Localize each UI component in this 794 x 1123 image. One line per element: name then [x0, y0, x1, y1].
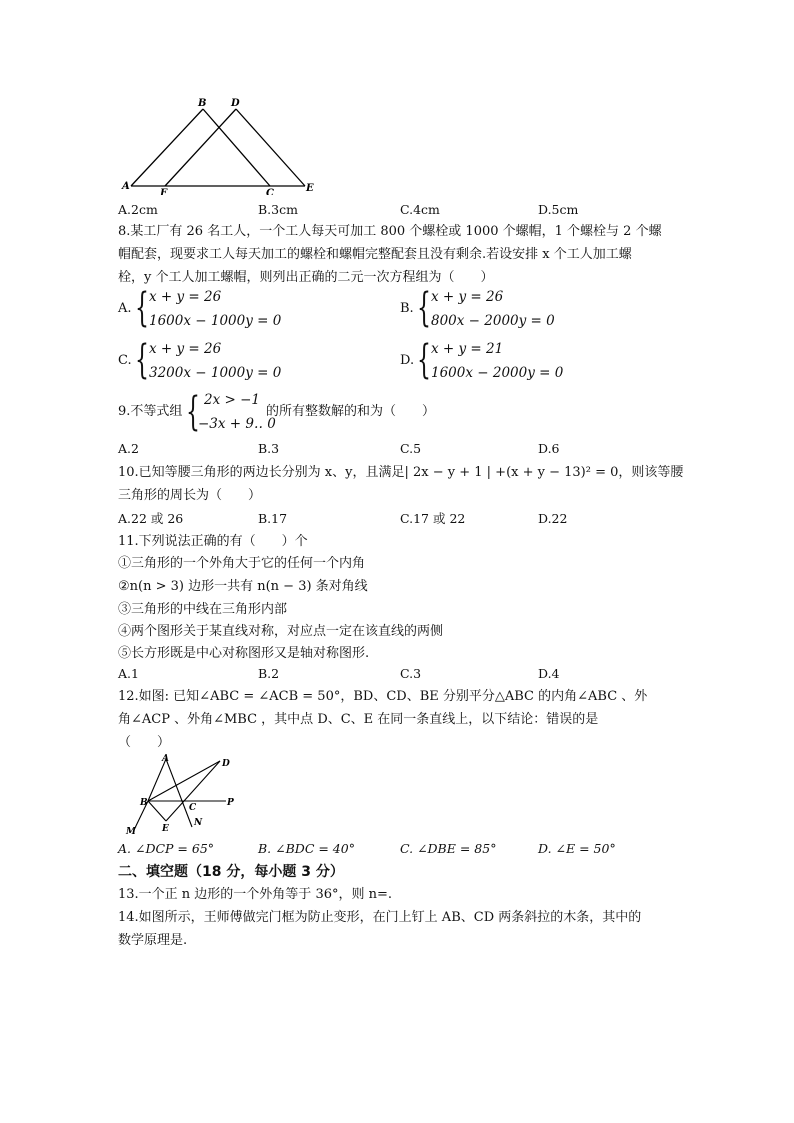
q8-option-a-eq1: x + y = 26 — [149, 289, 222, 305]
q14-stem-line1: 14.如图所示，王师傅做完门框为防止变形，在门上钉上 AB、CD 两条斜拉的木条，其中的 — [118, 910, 642, 925]
q8-option-a-label: A. — [118, 301, 132, 316]
q12-option-c: C. ∠DBE = 85° — [400, 841, 497, 856]
q11-option-a: A.1 — [118, 666, 139, 681]
q9-option-b: B.3 — [258, 441, 280, 456]
q13-text: 13.一个正 n 边形的一个外角等于 36°，则 n=. — [118, 887, 393, 902]
label-b: B — [198, 98, 207, 109]
q12-option-a: A. ∠DCP = 65° — [118, 841, 215, 856]
q9-eq1: 2x > −1 — [204, 392, 260, 408]
q8-option-b-eq1: x + y = 26 — [431, 289, 504, 305]
label-b: B — [140, 798, 148, 808]
q8-option-a-brace: { — [135, 285, 149, 331]
segment-be — [148, 801, 166, 821]
q11-stem: 11.下列说法正确的有（ ）个 — [118, 534, 308, 549]
q9-prefix: 9.不等式组 — [118, 404, 183, 419]
q12-option-d: D. ∠E = 50° — [538, 841, 616, 856]
q10-stem-line1: 10.已知等腰三角形的两边长分别为 x、y，且满足| 2x − y + 1 | +(x + y − 13)² = 0，则该等腰 — [118, 465, 684, 480]
q8-stem-line2: 帽配套，现要求工人每天加工的螺栓和螺帽完整配套且没有剩余.若设安排 x 个工人加工螺 — [118, 247, 632, 262]
q11-item-5: ⑤长方形既是中心对称图形又是轴对称图形. — [118, 646, 370, 661]
segment-ab — [148, 759, 166, 801]
q8-option-d-brace: { — [417, 337, 431, 383]
label-e: E — [306, 183, 314, 194]
q8-stem-line1: 8.某工厂有 26 名工人，一个工人每天可加工 800 个螺栓或 1000 个螺帽，1 个螺栓与 2 个螺 — [118, 224, 662, 239]
q10-option-a: A.22 或 26 — [118, 511, 184, 526]
label-e: E — [162, 824, 169, 834]
section-2-title: 二、填空题（18 分，每小题 3 分） — [118, 864, 344, 880]
q8-option-a-eq2: 1600x − 1000y = 0 — [149, 313, 282, 329]
q8-option-b-eq2: 800x − 2000y = 0 — [431, 313, 555, 329]
label-d: D — [231, 98, 240, 109]
q8-option-d-eq2: 1600x − 2000y = 0 — [431, 365, 564, 381]
q11-option-b: B.2 — [258, 666, 280, 681]
q8-option-c-eq2: 3200x − 1000y = 0 — [149, 365, 282, 381]
q8-option-c-label: C. — [118, 353, 132, 368]
q8-stem-line3: 栓，y 个工人加工螺帽，则列出正确的二元一次方程组为（ ） — [118, 270, 494, 285]
q8-option-c-eq1: x + y = 26 — [149, 341, 222, 357]
segment-bd — [148, 761, 220, 801]
q7-option-a: A.2cm — [118, 202, 158, 217]
q11-item-1: ①三角形的一个外角大于它的任何一个内角 — [118, 556, 366, 571]
q14-stem-line2: 数学原理是. — [118, 933, 188, 948]
segment-fd — [165, 109, 236, 186]
q7-figure — [118, 95, 328, 195]
label-a: A — [162, 754, 169, 764]
q10-option-b: B.17 — [258, 511, 288, 526]
q12-figure — [118, 752, 258, 837]
label-f: F — [160, 188, 168, 195]
q8-option-d-eq1: x + y = 21 — [431, 341, 504, 357]
q9-option-d: D.6 — [538, 441, 560, 456]
q9-option-a: A.2 — [118, 441, 139, 456]
label-p: P — [227, 798, 234, 808]
q9-suffix: 的所有整数解的和为（ ） — [266, 404, 436, 419]
q8-option-c-brace: { — [135, 337, 149, 383]
label-c: C — [189, 803, 197, 813]
q8-option-b-brace: { — [417, 285, 431, 331]
q12-option-b: B. ∠BDC = 40° — [258, 841, 355, 856]
segment-ab — [131, 109, 203, 186]
q7-option-d: D.5cm — [538, 202, 579, 217]
q8-option-b-label: B. — [400, 301, 414, 316]
segment-de — [236, 109, 305, 186]
q11-option-d: D.4 — [538, 666, 560, 681]
q7-option-b: B.3cm — [258, 202, 298, 217]
q9-option-c: C.5 — [400, 441, 422, 456]
q12-stem-line3: （ ） — [118, 735, 171, 750]
q10-option-c: C.17 或 22 — [400, 511, 466, 526]
segment-bc — [203, 109, 270, 186]
label-n: N — [194, 818, 203, 828]
q9-eq2: −3x + 9‥ 0 — [198, 416, 276, 432]
label-c: C — [266, 188, 274, 195]
label-d: D — [222, 759, 230, 769]
q7-option-c: C.4cm — [400, 202, 440, 217]
label-a: A — [122, 181, 130, 192]
q10-option-d: D.22 — [538, 511, 568, 526]
q12-stem-line1: 12.如图: 已知∠ABC = ∠ACB = 50°，BD、CD、BE 分别平分△ABC 的内角∠ABC 、外 — [118, 689, 648, 704]
q10-stem-line2: 三角形的周长为（ ） — [118, 488, 262, 503]
q9-brace: { — [186, 389, 200, 435]
q11-item-4: ④两个图形关于某直线对称，对应点一定在该直线的两侧 — [118, 624, 444, 639]
q12-stem-line2: 角∠ACP 、外角∠MBC ，其中点 D、C、E 在同一条直线上，以下结论：错误的是 — [118, 712, 599, 727]
label-m: M — [126, 827, 136, 837]
q8-option-d-label: D. — [400, 353, 415, 368]
q11-item-3: ③三角形的中线在三角形内部 — [118, 602, 288, 617]
q11-item-2: ②n(n > 3) 边形一共有 n(n − 3) 条对角线 — [118, 579, 368, 594]
q11-option-c: C.3 — [400, 666, 422, 681]
